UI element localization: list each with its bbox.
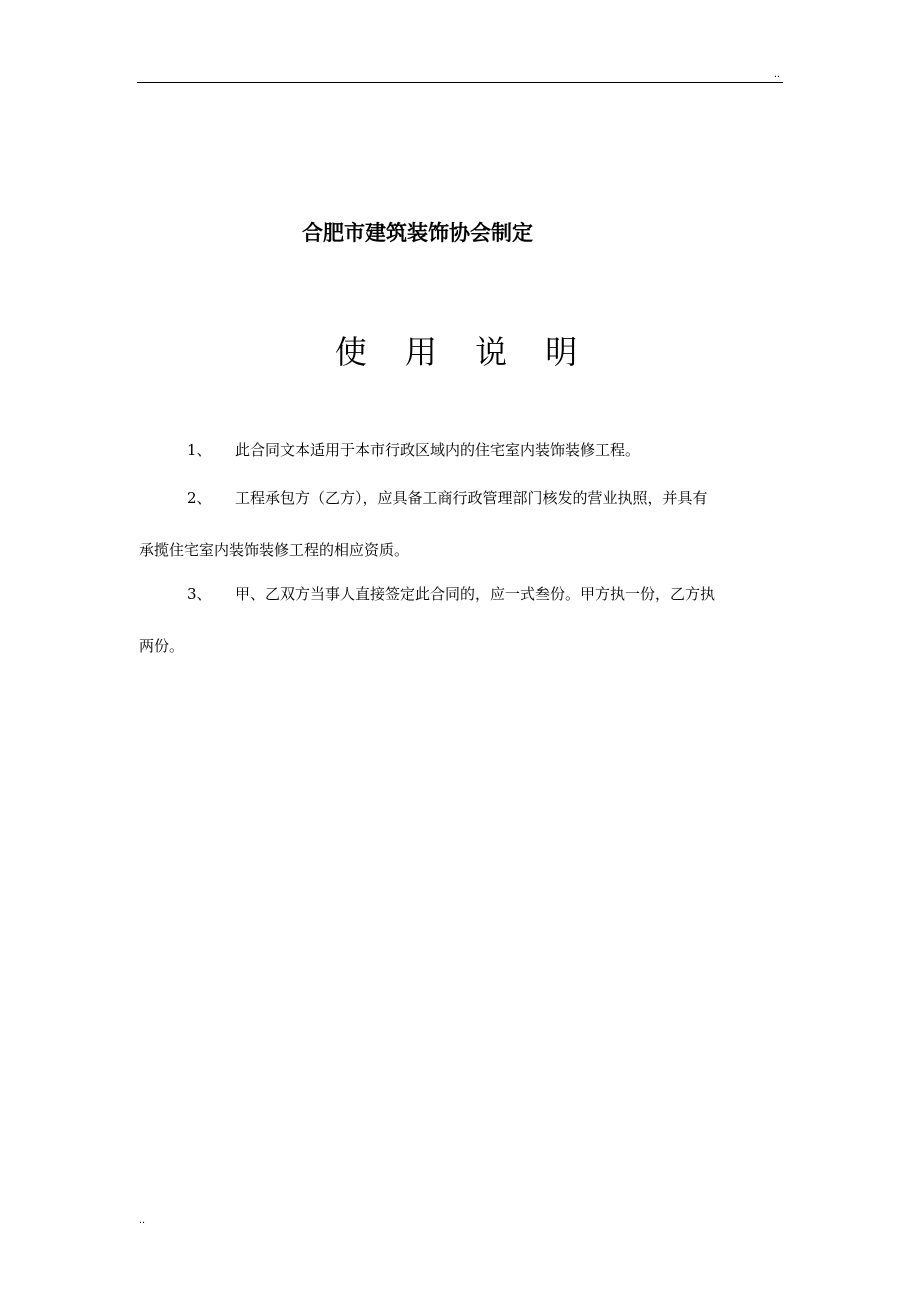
item-1-text: 此合同文本适用于本市行政区域内的住宅室内装饰装修工程。 xyxy=(235,441,641,459)
item-2-line-2: 承揽住宅室内装饰装修工程的相应资质。 xyxy=(139,541,410,559)
item-3-line-1 xyxy=(139,568,751,620)
header-mark: .. xyxy=(773,68,780,80)
item-2-text-1: 工程承包方（乙方），应具备工商行政管理部门核发的营业执照，并具有 xyxy=(235,489,708,507)
item-3-line-2: 两份。 xyxy=(139,637,185,655)
organization-line: 合肥市建筑装饰协会制定 xyxy=(302,221,533,245)
instruction-item-1 xyxy=(139,424,751,476)
instruction-item-3 xyxy=(139,568,751,672)
footer-mark: .. xyxy=(139,1214,146,1226)
item-3-text-1: 甲、乙双方当事人直接签定此合同的，应一式叁份。甲方执一份，乙方执 xyxy=(235,585,716,603)
item-2-line-1 xyxy=(139,472,751,524)
item-2-number: 2、 xyxy=(187,489,212,507)
header-rule xyxy=(137,82,783,83)
document-title: 使 用 说 明 xyxy=(334,333,592,371)
instruction-item-2 xyxy=(139,472,751,576)
item-1-number: 1、 xyxy=(187,441,212,459)
item-1-line-1 xyxy=(139,424,751,476)
item-3-number: 3、 xyxy=(187,585,212,603)
